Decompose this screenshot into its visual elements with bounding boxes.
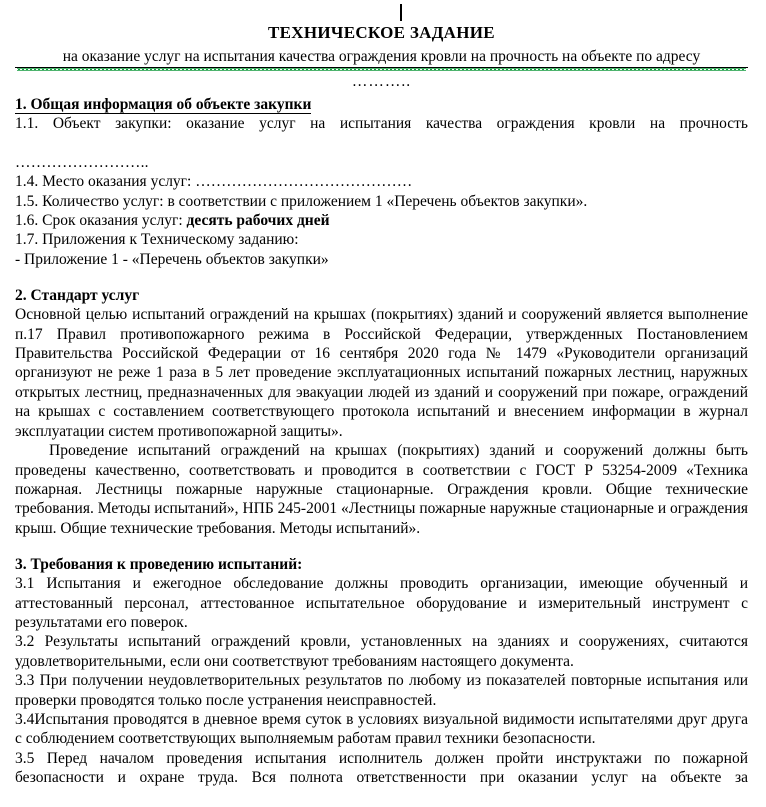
document-subtitle: на оказание услуг на испытания качества ограждения кровли на прочность на объекте по адресу [15,47,748,68]
text-cursor-caret [400,4,402,21]
section-3-title: 3. Требования к проведению испытаний: [15,556,303,574]
item-1-6-term: десять рабочих дней [186,212,330,230]
item-3-5: 3.5 Перед началом проведения испытания исполнитель должен пройти инструктажи по пожарной безопасности и охране труда. Вся полнота ответственности при оказании услуг на объекте за [15,749,748,787]
item-3-4: 3.4Испытания проводятся в дневное время суток в условиях визуальной видимости испытателями друг друга с соблюдением соответствующих выполняемым работам правил техники безопасности. [15,710,748,748]
item-1-6 [15,211,748,230]
item-1-1: 1.1. Объект закупки: оказание услуг на испытания качества ограждения кровли на прочность [15,115,748,132]
address-placeholder-dots: ……….. [351,73,412,90]
item-3-3: 3.3 При получении неудовлетворительных результатов по любому из показателей повторные испытания или проверки проводятся только после устранения неисправностей. [15,672,748,709]
item-1-7-appendix: - Приложение 1 - «Перечень объектов закупки» [15,250,329,268]
item-1-1-dots: …………………….. [15,153,149,171]
item-3-2: 3.2 Результаты испытаний ограждений кровли, установленных на зданиях и сооружениях, считаются удовлетворительными, если они соответствуют требованиям настоящего документа. [15,633,748,670]
section-2-paragraph-2: Проведение испытаний ограждений на крышах (покрытиях) зданий и сооружений должны быть проведены качественно, соответствовать и проводится в соответствии с ГОСТ Р 53254-2009 «Техника пожарная. Лестницы пожарные наружные стационарные. Ограждения кровли. Общие технические требования. Методы испытаний», НПБ 245-2001 «Лестницы пожарные наружные стационарные и ограждения крыш. Общие технические требования. Методы испытаний». [15,442,748,537]
item-3-1: 3.1 Испытания и ежегодное обследование должны проводить организации, имеющие обученный и аттестованный персонал, аттестованное испытательное оборудование и измерительный инструмент с результатами его поверок. [15,575,748,631]
page-title: ТЕХНИЧЕСКОЕ ЗАДАНИЕ [268,23,495,42]
item-1-6-prefix: 1.6. Срок оказания услуг: [15,212,187,230]
section-heading-1 [15,95,748,114]
section-heading-2 [15,286,748,305]
section-2-paragraph-1: Основной целью испытаний ограждений на крышах (покрытиях) зданий и сооружений является выполнение п.17 Правил противопожарного режима в Российской Федерации, утвержденных Постановлением Правительства Российской Федерации от 16 сентября 2020 года № 1479 «Руководители организаций организуют не реже 1 раза в 5 лет проведение эксплуатационных испытаний пожарных лестниц, наружных открытых лестниц, предназначенных для эвакуации людей из зданий и сооружений при пожаре, ограждений на крышах с составлением соответствующего протокола испытаний и внесением информации в журнал эксплуатации систем противопожарной защиты». [15,306,748,440]
section-2-title: 2. Стандарт услуг [15,287,140,305]
text-caret-row [15,0,748,22]
item-1-5: 1.5. Количество услуг: в соответствии с приложением 1 «Перечень объектов закупки». [15,192,588,210]
section-1-title: 1. Общая информация об объекте закупки [15,96,312,113]
item-1-7: 1.7. Приложения к Техническому заданию: [15,231,299,249]
item-1-4: 1.4. Место оказания услуг: …………………………………… [15,173,413,191]
section-heading-3 [15,555,748,574]
